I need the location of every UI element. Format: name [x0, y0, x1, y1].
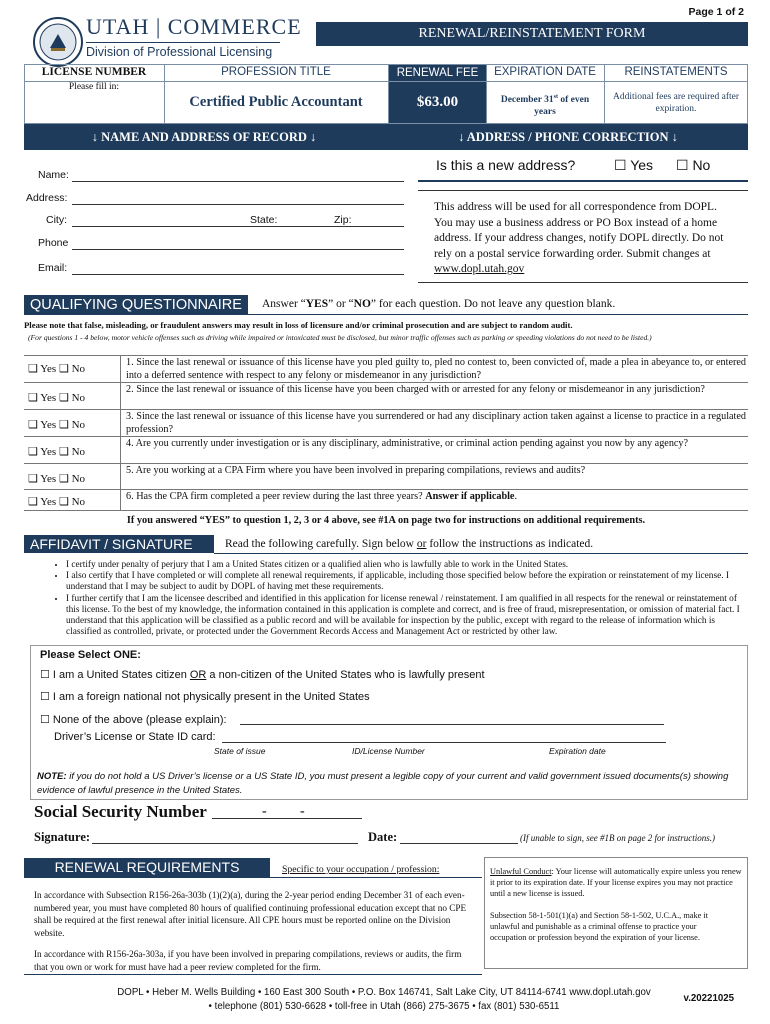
- drivers-license-field[interactable]: [222, 742, 666, 743]
- page-number: Page 1 of 2: [688, 6, 744, 18]
- affidavit-bullet-1: • I certify under penalty of perjury that I am a United States citizen or a qualified alien who is lawfully able to work in the United States.: [66, 560, 748, 571]
- ssn-field[interactable]: [212, 818, 362, 819]
- affidavit-instruction: Read the following carefully. Sign below or follow the instructions as indicated.: [225, 538, 594, 550]
- lawful-presence-note: NOTE: if you do not hold a US Driver’s license or a US State ID, you must present a legible copy of your current and valid government issued documents(s) showing evidence of lawful presence in the United States.: [37, 771, 729, 796]
- city-label: City:: [46, 214, 67, 226]
- citizen-option[interactable]: ☐ I am a United States citizen OR a non-citizen of the United States who is lawfully present: [40, 669, 485, 681]
- question-6: 6. Has the CPA firm completed a peer review during the last three years? Answer if applicable.: [126, 491, 518, 502]
- unable-to-sign-note: (If unable to sign, see #1B on page 2 for instructions.): [520, 833, 715, 843]
- date-field[interactable]: [400, 843, 518, 844]
- drivers-license-label: Driver’s License or State ID card:: [54, 731, 216, 743]
- phone-field[interactable]: [72, 249, 404, 250]
- q6-no-checkbox[interactable]: ❑ No: [58, 496, 86, 508]
- reinstatements-value: Additional fees are required after expiration.: [612, 92, 740, 114]
- renewal-para-2: In accordance with R156-26a-303a, if you have been involved in preparing compilations, reviews or audits, the firm that you own or work for must have had a peer review completed for the firm.: [34, 949, 462, 972]
- signature-field[interactable]: [92, 843, 358, 844]
- reinstatements-label: REINSTATEMENTS: [624, 66, 728, 78]
- utah-seal-icon: [32, 16, 84, 68]
- q4-yes-checkbox[interactable]: ❑ Yes: [28, 446, 57, 458]
- footer-line-1: DOPL • Heber M. Wells Building • 160 East 300 South • P.O. Box 146741, Salt Lake City, UT 84114-6741 www.dopl.utah.gov: [117, 987, 651, 998]
- questionnaire-title: QUALIFYING QUESTIONNAIRE: [24, 295, 248, 315]
- form-title: RENEWAL/REINSTATEMENT FORM: [316, 22, 748, 46]
- questionnaire-warning: Please note that false, misleading, or fraudulent answers may result in loss of licensure and/or criminal prosecution and are subject to random audit.: [24, 320, 573, 330]
- footer-line-2: • telephone (801) 530-6628 • toll-free in Utah (866) 275-3675 • fax (801) 530-6511: [208, 1001, 560, 1012]
- questionnaire-instruction: Answer “YES” or “NO” for each question. Do not leave any question blank.: [262, 298, 616, 310]
- q2-no-checkbox[interactable]: ❑ No: [58, 392, 86, 404]
- ssn-dash-2: -: [300, 804, 305, 819]
- zip-label: Zip:: [334, 214, 352, 226]
- license-number-label: LICENSE NUMBER: [41, 66, 147, 78]
- specific-occupation-label: Specific to your occupation / profession:: [282, 864, 440, 875]
- city-state-zip-field[interactable]: [72, 226, 404, 227]
- affidavit-bullets: [66, 560, 748, 638]
- renewal-title: RENEWAL REQUIREMENTS: [24, 858, 270, 877]
- affidavit-bullet-2: • I also certify that I have completed or will complete all renewal requirements, if applicable, including those specified below before the expiration or reinstatement of my license. I understand that I may be subject to audit by DOPL of having met these requirements.: [66, 571, 748, 593]
- name-field[interactable]: [72, 181, 404, 182]
- renewal-fee-label: RENEWAL FEE: [389, 65, 486, 81]
- affidavit-bullet-3: • I further certify that I am the licensee described and identified in this application for license renewal / reinstatement. I am qualified in all respects for the renewal or reinstatement of this license. To the best of my knowledge, the information contained in this application is complete and correct, and is free of fraud, misrepresentation, or omission of material fact. I understand that this application will be classified as a public record and will be available for inspection by the public, except with regard to the release of information which is classified as controlled, private, or protected under the Government Records Access and Management Act or restricted by other law.: [66, 594, 748, 639]
- phone-label: Phone: [38, 237, 69, 249]
- foreign-national-option[interactable]: ☐ I am a foreign national not physically present in the United States: [40, 691, 370, 703]
- question-row-1: [24, 355, 748, 382]
- question-row-2: [24, 382, 748, 409]
- ssn-label: Social Security Number: [34, 802, 207, 821]
- q1-yes-checkbox[interactable]: ❑ Yes: [28, 363, 57, 375]
- new-address-no-checkbox[interactable]: ☐ No: [676, 157, 711, 173]
- expiration-date-label: Expiration date: [549, 746, 606, 756]
- dopl-link[interactable]: www.dopl.utah.gov: [434, 263, 525, 276]
- email-field[interactable]: [72, 274, 404, 275]
- question-row-3: [24, 409, 748, 436]
- renewal-fee-value: $63.00: [389, 82, 486, 123]
- q5-no-checkbox[interactable]: ❑ No: [58, 473, 86, 485]
- question-2: 2. Since the last renewal or issuance of this license have you been charged with or arrested for any felony or misdemeanor in any jurisdiction?: [126, 384, 705, 395]
- expiration-label: EXPIRATION DATE: [494, 66, 596, 78]
- brand-subtitle: Division of Professional Licensing: [86, 45, 273, 59]
- ssn-dash-1: -: [262, 804, 267, 819]
- brand-title: UTAH | COMMERCE: [86, 14, 302, 39]
- q2-yes-checkbox[interactable]: ❑ Yes: [28, 392, 57, 404]
- expiration-value: December 31st of even years: [500, 94, 590, 118]
- question-1: 1. Since the last renewal or issuance of this license have you pled guilty to, pled no contest to, been convicted of, made a plea in abeyance to, or entered into a deferred sentence with respect to any felony or misdemeanor in any jurisdiction?: [126, 357, 746, 381]
- state-of-issue-label: State of issue: [214, 746, 266, 756]
- subsection-text: Subsection 58-1-501(1)(a) and Section 58-1-502, U.C.A., make it unlawful and punishable as a criminal offense to practice your occupation or profession beyond the expiration of your license.: [490, 911, 708, 942]
- q6-yes-checkbox[interactable]: ❑ Yes: [28, 496, 57, 508]
- q4-no-checkbox[interactable]: ❑ No: [58, 446, 86, 458]
- q5-yes-checkbox[interactable]: ❑ Yes: [28, 473, 57, 485]
- address-field[interactable]: [72, 204, 404, 205]
- name-label: Name:: [38, 169, 69, 181]
- signature-label: Signature:: [34, 830, 91, 844]
- none-of-above-option[interactable]: ☐ None of the above (please explain):: [40, 714, 227, 726]
- q3-no-checkbox[interactable]: ❑ No: [58, 419, 86, 431]
- explain-field[interactable]: [240, 724, 664, 725]
- question-row-6: [24, 489, 748, 511]
- address-phone-header: ↓ ADDRESS / PHONE CORRECTION ↓: [458, 130, 678, 144]
- license-number-hint: Please fill in:: [68, 82, 120, 92]
- q3-yes-checkbox[interactable]: ❑ Yes: [28, 419, 57, 431]
- new-address-question: Is this a new address?: [436, 157, 576, 173]
- correction-note: This address will be used for all correspondence from DOPL. You may use a business address or PO Box instead of a home address. If your address changes, notify DOPL directly. Do not rely on a postal service forwarding order. Submit changes at www.dopl.utah.gov: [434, 201, 724, 276]
- question-row-5: [24, 463, 748, 489]
- new-address-yes-checkbox[interactable]: ☐ Yes: [614, 157, 654, 173]
- version-label: v.20221025: [683, 993, 734, 1004]
- question-row-4: [24, 436, 748, 463]
- question-4: 4. Are you currently under investigation or is any disciplinary, administrative, or criminal action pending against you now by any agency?: [126, 438, 689, 449]
- id-number-label: ID/License Number: [352, 746, 425, 756]
- profession-label: PROFESSION TITLE: [221, 66, 331, 78]
- state-label: State:: [250, 214, 278, 226]
- q1-no-checkbox[interactable]: ❑ No: [58, 363, 86, 375]
- questionnaire-footer-note: If you answered “YES” to question 1, 2, 3 or 4 above, see #1A on page two for instructions on additional requirements.: [126, 515, 646, 526]
- unlawful-conduct-text: Unlawful Conduct: Your license will automatically expire unless you renew it prior to its expiration date. If your license expires you may not practice until a new license is issued.: [490, 867, 742, 898]
- date-label: Date:: [368, 830, 398, 844]
- questionnaire-note: (For questions 1 - 4 below, motor vehicle offenses such as driving while impaired or intoxicated must be disclosed, but minor traffic offenses such as parking or speeding violations do not need to be listed.): [28, 333, 652, 342]
- renewal-para-1: In accordance with Subsection R156-26a-303b (1)(2)(a), during the 2-year period ending December 31 of each even-numbered year, you must have completed 80 hours of qualified continuing professional education except that no CPE shall be required at the first renewal after initial licensure. All CPE hours must be reported online on the Division website.: [34, 890, 467, 938]
- email-label: Email:: [38, 262, 68, 274]
- question-5: 5. Are you working at a CPA Firm where you have been involved in preparing compilations, reviews and audits?: [126, 465, 586, 476]
- profession-value: Certified Public Accountant: [189, 94, 363, 110]
- affidavit-title: AFFIDAVIT / SIGNATURE: [24, 535, 214, 553]
- address-label: Address:: [26, 192, 68, 204]
- question-3: 3. Since the last renewal or issuance of this license have you surrendered or had any disciplinary action taken against a license to practice in a regulated profession?: [126, 411, 746, 435]
- select-one-title: Please Select ONE:: [40, 649, 141, 661]
- name-address-header: ↓ NAME AND ADDRESS OF RECORD ↓: [91, 130, 317, 144]
